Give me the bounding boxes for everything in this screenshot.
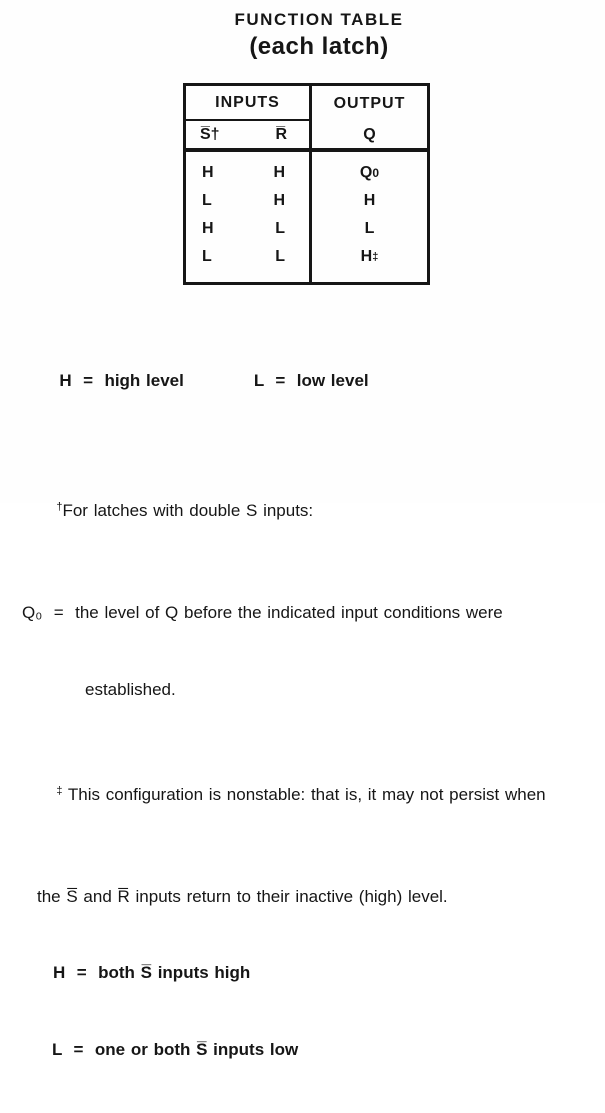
r-value: H [273, 164, 285, 181]
q-footnote-mark: ‡ [372, 251, 379, 263]
r-value: L [275, 220, 285, 237]
s-value: H [202, 164, 214, 181]
title-each-latch: (each latch) [249, 33, 389, 60]
q0-definition-line1: Q₀ = the level of Q before the indicated input conditions were [22, 603, 503, 622]
q-value: Q [359, 164, 373, 181]
table-row [312, 187, 427, 215]
s-column-header: S̅† [200, 125, 220, 143]
double-dagger-note-line1 [22, 753, 600, 833]
s-value: L [202, 248, 212, 265]
table-row [312, 243, 427, 271]
double-dagger-text: This configuration is nonstable: that is, it may not persist when [62, 784, 546, 804]
table-row [186, 187, 309, 215]
title-function-table: FUNCTION TABLE [234, 10, 404, 29]
output-column-group [312, 86, 427, 282]
q-value: H [360, 248, 373, 265]
q-column-header: Q [312, 121, 427, 152]
table-row [312, 159, 427, 187]
footnotes [22, 291, 600, 1113]
legend-low: L = low level [253, 370, 369, 390]
inputs-subheader [186, 121, 309, 152]
q-value: L [364, 220, 375, 237]
table-row [186, 215, 309, 243]
function-table [183, 83, 430, 285]
dagger-mark: † [56, 501, 63, 513]
q0-definition-line2: established. [85, 679, 176, 699]
s-value: H [202, 220, 214, 237]
both-s-high-note: H = both S̅ inputs high [53, 963, 251, 982]
table-row [312, 215, 427, 243]
q-value: H [363, 192, 376, 209]
inputs-header: INPUTS [186, 86, 309, 121]
level-legend [25, 342, 600, 419]
inputs-body [186, 152, 309, 282]
table-row [186, 243, 309, 271]
legend-high: H = high level [59, 370, 184, 390]
r-value: H [273, 192, 285, 209]
dagger-note [22, 470, 600, 550]
dagger-text: For latches with double S inputs: [62, 501, 314, 520]
double-dagger-note-line2: the S̅ and R̅ inputs return to their inactive (high) level. [37, 886, 448, 906]
one-or-both-s-low-note: L = one or both S̅ inputs low [52, 1039, 299, 1059]
output-header: OUTPUT [333, 94, 406, 112]
double-dagger-mark: ‡ [56, 784, 63, 797]
s-value: L [202, 192, 212, 209]
inputs-column-group [186, 86, 312, 282]
table-row [186, 159, 309, 187]
function-table-title [34, 10, 604, 61]
r-value: L [275, 248, 285, 265]
output-body [312, 152, 427, 282]
q-subscript: 0 [372, 166, 380, 180]
r-column-header: R̅ [275, 125, 287, 143]
